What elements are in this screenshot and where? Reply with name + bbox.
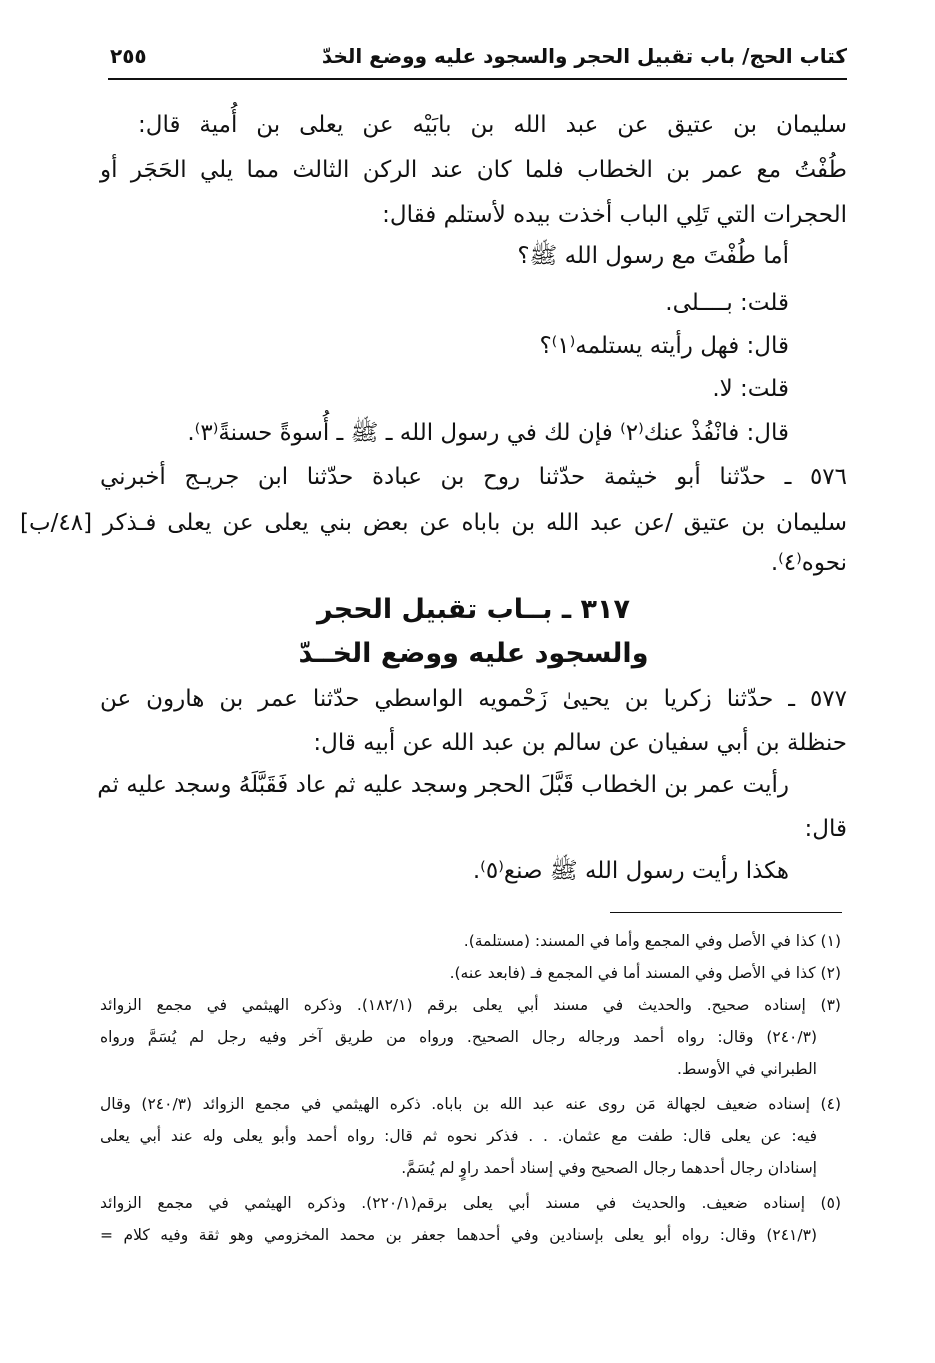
text-line-13: حنظلة بن أبي سفيان عن سالم بن عبد الله عن أبيه قال: [313, 730, 847, 756]
footnote-2: (٢) كذا في الأصل وفي المسند أما في المجمع فـ (فابعد عنه). [449, 964, 841, 982]
header-title: كتاب الحج/ باب تقبيل الحجر والسجود عليه ووضع الخدّ [321, 44, 847, 68]
text-line-10: سليمان بن عتيق /عن عبد الله بن باباه عن بعض بني يعلى عن يعلى فـذكر [٤٨/ب] [20, 510, 847, 536]
text-line-2: طُفْتُ مع عمر بن الخطاب فلما كان عند الركن الثالث مما يلي الحَجَر أو [100, 157, 847, 183]
footnote-1: (١) كذا في الأصل وفي المجمع وأما في المسند: (مستلمة). [463, 932, 841, 950]
footnote-3-line-2: (٢٤٠/٣) وقال: رواه أحمد ورجاله رجال الصحيح. ورواه من طريق آخر وفيه رجل لم يُسَمَّ ورواه [100, 1028, 817, 1046]
text-line-4: أما طُفْتَ مع رسول الله ﷺ؟ [517, 243, 789, 269]
text-line-6: قال: فهل رأيته يستلمه⁽١⁾؟ [539, 333, 789, 359]
text-line-9: ٥٧٦ ـ حدّثنا أبو خيثمة حدّثنا روح بن عبادة حدّثنا ابن جريـج أخبرني [100, 464, 847, 490]
footnote-3-line-1: (٣) إسناده صحيح. والحديث في مسند أبي يعلى برقم (١٨٢/١). وذكره الهيثمي في مجمع الزوائد [100, 996, 841, 1014]
text-line-5: قلت: بــــلى. [665, 290, 789, 316]
running-header [110, 40, 847, 76]
section-heading-line-1: ٣١٧ ـ بــاب تقبيل الحجر [317, 594, 630, 625]
text-line-8: قال: فانْفُذْ عنك⁽٢⁾ فإن لك في رسول الله ـ ﷺ ـ أُسوةً حسنةً⁽٣⁾. [187, 420, 789, 446]
footnote-5-line-1: (٥) إسناده ضعيف. والحديث في مسند أبي يعلى برقم(٢٢٠/١). وذكره الهيثمي في مجمع الزوائد [100, 1194, 841, 1212]
text-line-11: نحوه⁽٤⁾. [770, 550, 847, 576]
header-rule [108, 78, 847, 80]
footnote-5-line-2: (٢٤١/٣) وقال: رواه أبو يعلى بإسنادين وفي أحدهما جعفر بن محمد المخزومي وهو ثقة وفيه كلام = [100, 1226, 817, 1244]
text-line-1: سليمان بن عتيق عن عبد الله بن بابَيْه عن يعلى بن أُمية قال: [138, 112, 847, 138]
text-line-3: الحجرات التي تَلِي الباب أخذت بيده لأستلم فقال: [382, 202, 847, 228]
page-number: ٢٥٥ [110, 44, 147, 68]
text-line-7: قلت: لا. [712, 376, 789, 402]
text-line-16: هكذا رأيت رسول الله ﷺ صنع⁽٥⁾. [472, 858, 789, 884]
footnote-3-line-3: الطبراني في الأوسط. [677, 1060, 817, 1078]
footnote-4-line-1: (٤) إسناده ضعيف لجهالة مَن روى عنه عبد الله بن باباه. ذكره الهيثمي في مجمع الزوائد (٢٤٠/٣) وقال [100, 1095, 841, 1113]
text-line-14: رأيت عمر بن الخطاب قَبَّلَ الحجر وسجد عليه ثم عاد فَقَبَّلَهُ وسجد عليه ثم [97, 772, 789, 798]
text-line-12: ٥٧٧ ـ حدّثنا زكريا بن يحيىٰ زَحْمويه الواسطي حدّثنا عمر بن هارون عن [100, 686, 847, 712]
footnote-rule [610, 912, 842, 913]
section-heading-line-2: والسجود عليه ووضع الخــدّ [298, 638, 649, 669]
footnote-4-line-2: فيه: عن يعلى قال: طفت مع عثمان. . . فذكر نحوه ثم قال: رواه أحمد وأبو يعلى وله عند أبي يعلى [100, 1127, 817, 1145]
footnote-4-line-3: إسنادان رجال أحدهما رجال الصحيح وفي إسناد أحمد راوٍ لم يُسَمَّ. [401, 1159, 817, 1177]
text-line-15: قال: [804, 816, 847, 842]
